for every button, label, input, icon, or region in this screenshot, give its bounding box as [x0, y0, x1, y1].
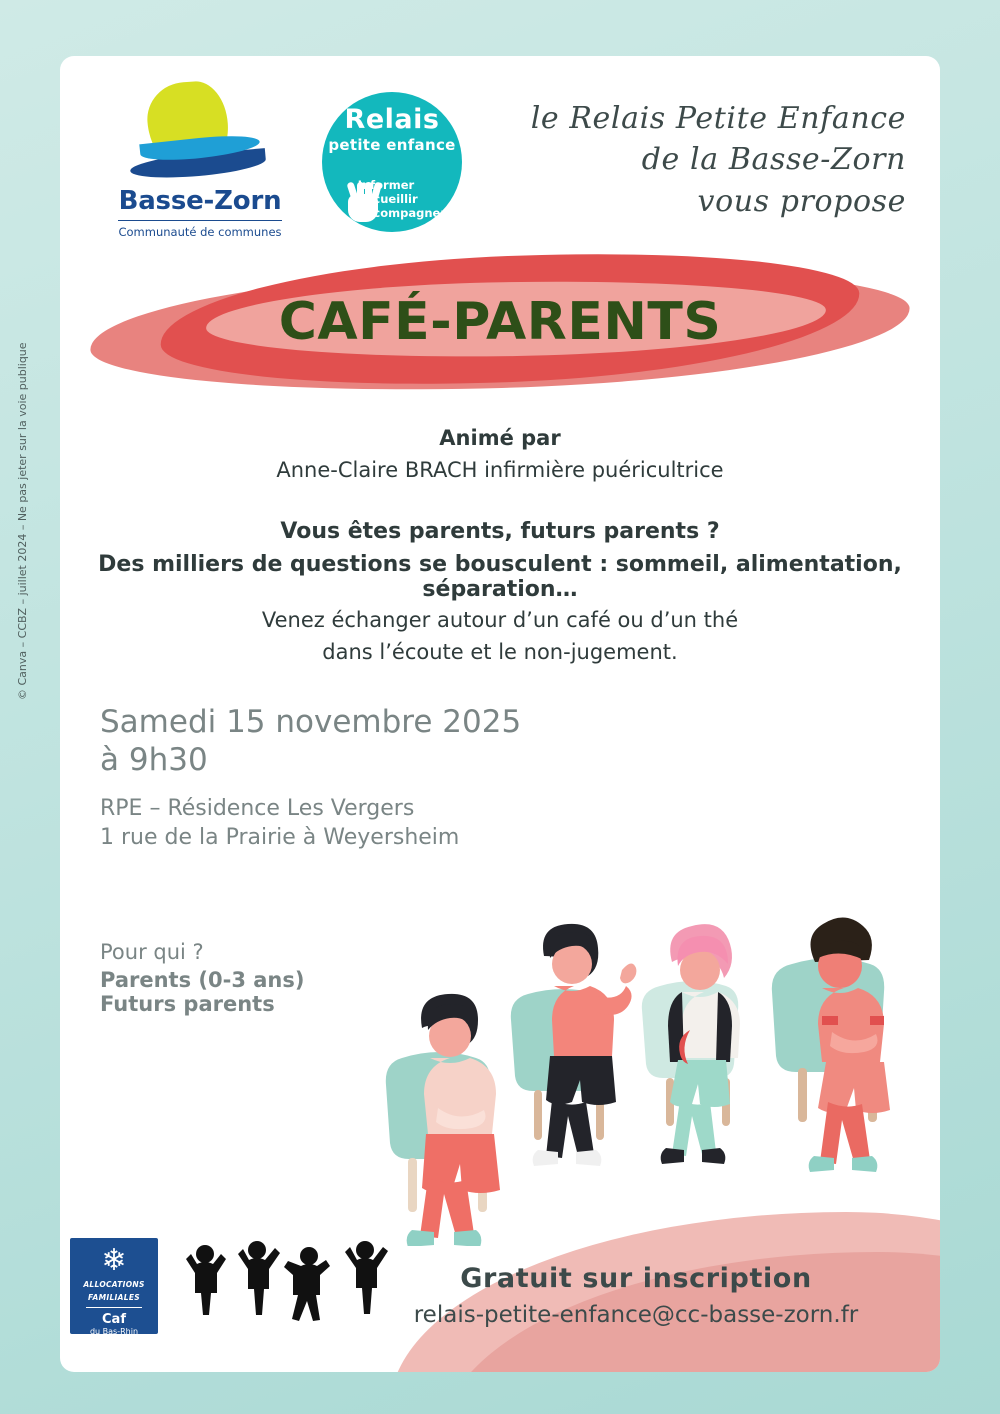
rpe-logo-line2: petite enfance: [328, 136, 456, 154]
animator-name: Anne-Claire BRACH infirmière puéricultrice: [276, 458, 724, 482]
caf-line-2: FAMILIALES: [88, 1293, 140, 1302]
header-script: [436, 98, 906, 222]
header-script-line-2: de la Basse-Zorn: [641, 142, 906, 178]
invite-line-2: dans l’écoute et le non-jugement.: [322, 640, 678, 664]
audience-label: Pour qui ?: [100, 940, 204, 964]
caf-line-3: Caf: [102, 1312, 126, 1327]
free-registration-text: Gratuit sur inscription: [460, 1263, 812, 1294]
caf-divider: [86, 1307, 142, 1308]
children-silhouettes: [175, 1236, 415, 1332]
header-script-line-3: vous propose: [697, 183, 906, 219]
title-ribbon: [60, 252, 940, 402]
event-place: RPE – Résidence Les Vergers: [100, 795, 415, 821]
caf-line-4: du Bas-Rhin: [89, 1326, 139, 1336]
caf-line-1: ALLOCATIONS: [83, 1280, 145, 1289]
caf-logo: [70, 1238, 158, 1334]
rpe-keywords: [358, 178, 446, 220]
contact-email[interactable]: relais-petite-enfance@cc-basse-zorn.fr: [413, 1302, 859, 1328]
audience-block: [100, 940, 304, 1016]
rpe-keyword-3: Accompagner: [357, 205, 446, 220]
page-title: CAFÉ-PARENTS: [278, 292, 722, 352]
animated-by-label: Animé par: [439, 426, 561, 450]
children-silhouettes-svg: [175, 1236, 415, 1332]
question-line-2: Des milliers de questions se bousculent : sommeil, alimentation, séparation…: [98, 552, 902, 602]
rpe-logo-line1: Relais: [344, 104, 440, 135]
rpe-keyword-1: Informer: [357, 177, 415, 192]
event-address: 1 rue de la Prairie à Weyersheim: [100, 825, 460, 851]
footer-text: [356, 1263, 916, 1328]
basse-zorn-logo: [100, 80, 300, 240]
basse-zorn-mark-icon: [100, 80, 300, 190]
invite-line-1: Venez échanger autour d’un café ou d’un thé: [261, 608, 739, 632]
question-line-1: Vous êtes parents, futurs parents ?: [280, 519, 720, 544]
audience-line-1: Parents (0-3 ans): [100, 968, 305, 992]
snowflake-icon: ❄: [101, 1243, 127, 1278]
poster-card: [60, 56, 940, 1372]
side-credit: © Canva – CCBZ – juillet 2024 – Ne pas jeter sur la voie publique: [16, 342, 29, 700]
event-details: [100, 704, 521, 853]
header-script-line-1: le Relais Petite Enfance: [530, 101, 906, 136]
event-time: à 9h30: [100, 741, 208, 778]
rpe-keyword-2: Accueillir: [357, 191, 418, 206]
audience-line-2: Futurs parents: [100, 992, 275, 1016]
basse-zorn-subtitle: Communauté de communes: [118, 220, 281, 239]
basse-zorn-name: Basse-Zorn: [118, 186, 282, 216]
event-date: Samedi 15 novembre 2025: [100, 704, 522, 740]
